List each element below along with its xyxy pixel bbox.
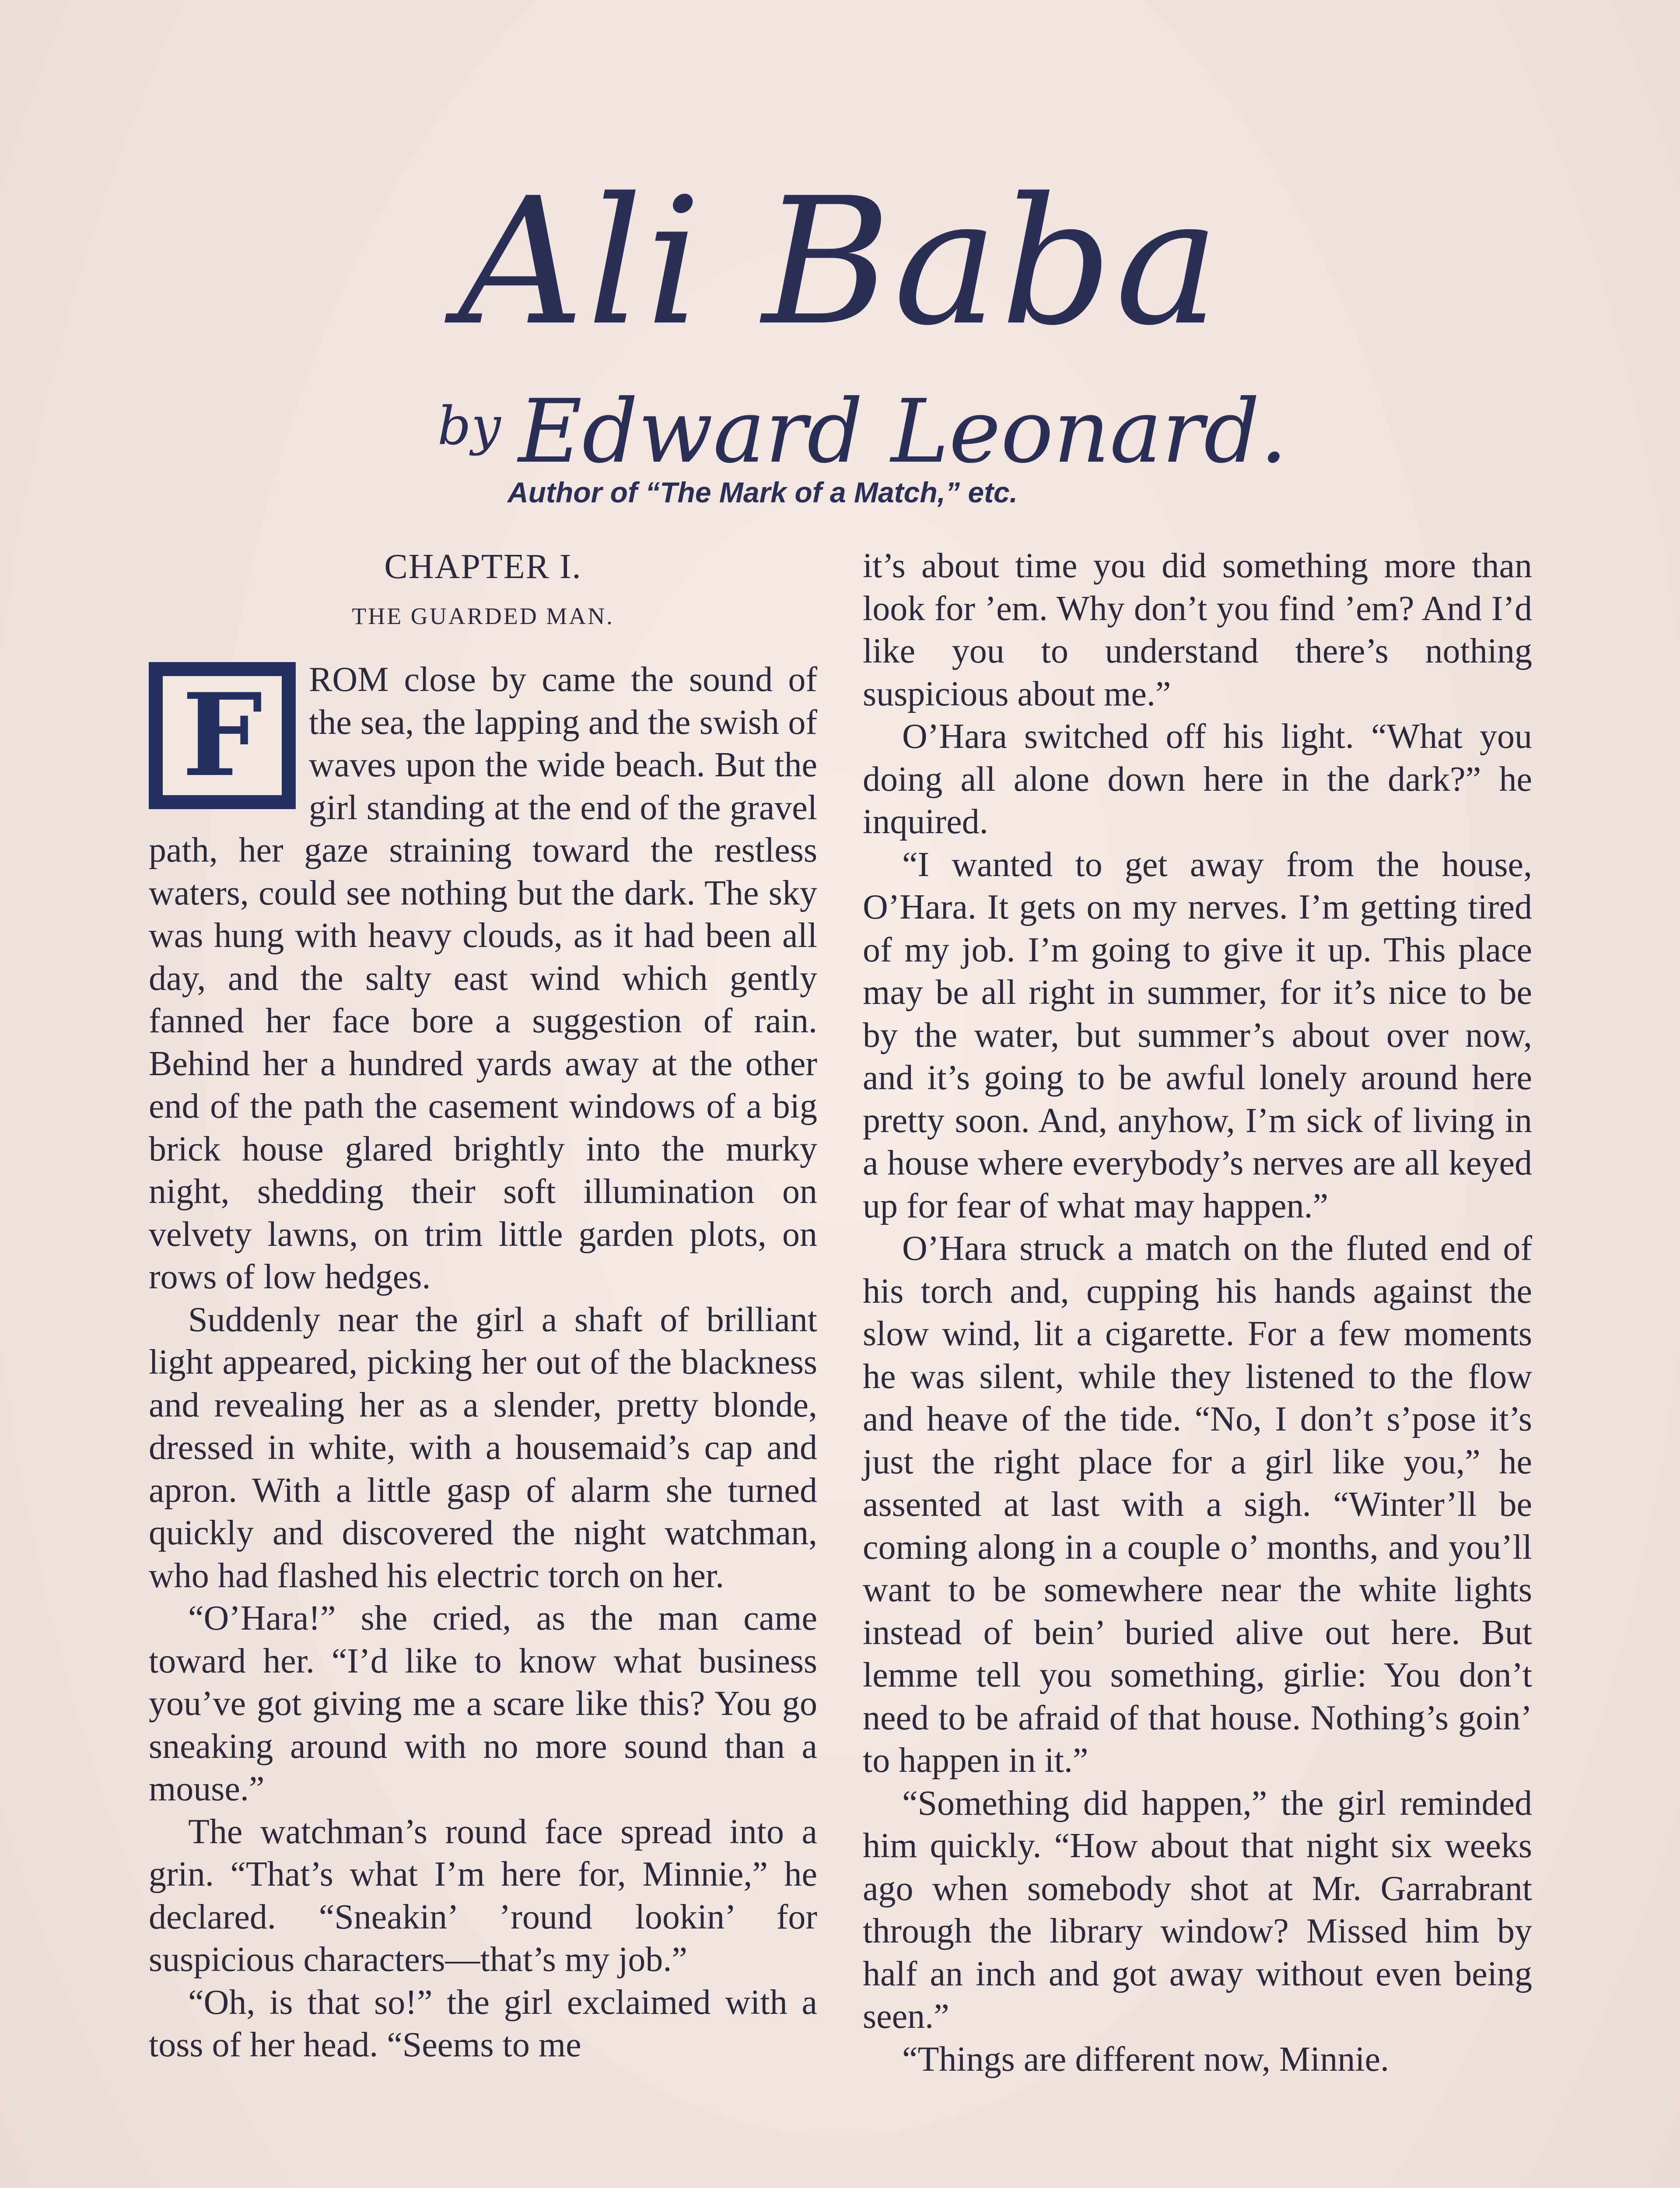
- paragraph: “Things are different now, Minnie.: [902, 2040, 1390, 2079]
- drop-cap-letter: F: [160, 673, 284, 798]
- paragraph: “Something did happen,” the girl reminded him quickly. “How about that night six weeks ago when somebody shot at Mr. Garrabrant through the library window? Missed him by half an inch and got away without even being seen.”: [863, 1784, 1532, 2036]
- left-column: [149, 545, 817, 2067]
- paragraph: O’Hara struck a match on the fluted end of his torch and, cupping his hands against the slow wind, lit a cigarette. For a few moments he was silent, while they listened to the flow and heave of the tide. “No, I don’t s’pose it’s just the right place for a girl like you,” he assented at last with a sigh. “Winter’ll be coming along in a couple o’ months, and you’ll want to be somewhere near the white lights instead of bein’ buried alive out here. But lemme tell you something, girlie: You don’t need to be afraid of that house. Nothing’s goin’ to happen in it.”: [863, 1229, 1532, 1780]
- story-title: Ali Baba: [458, 161, 1222, 364]
- author-name: Edward Leonard.: [518, 381, 1288, 483]
- paragraph: Suddenly near the girl a shaft of brilliant light appeared, picking her out of the blackness and revealing her as a slender, pretty blonde, dressed in white, with a housemaid’s cap and apron. With a little gasp of alarm she turned quickly and discovered the night watchman, who had flashed his electric torch on her.: [149, 1300, 817, 1595]
- paragraph: “Oh, is that so!” the girl exclaimed with a toss of her head. “Seems to me: [149, 1983, 817, 2064]
- right-column: [863, 545, 1532, 2081]
- byline-prefix: by: [438, 396, 501, 457]
- drop-cap: [149, 662, 296, 809]
- paragraph: it’s about time you did something more than look for ’em. Why don’t you find ’em? And I’d like you to understand there’s nothing suspicious about me.”: [863, 547, 1532, 713]
- chapter-title: THE GUARDED MAN.: [352, 603, 614, 629]
- paragraph: ROM close by came the sound of the sea, the lapping and the swish of waves upon the wide beach. But the girl standing at the end of the gravel path, her gaze straining toward the restless waters, could see nothing but the dark. The sky was hung with heavy clouds, as it had been all day, and the salty east wind which gently fanned her face bore a suggestion of rain. Behind her a hundred yards away at the other end of the path the casement windows of a big brick house glared brightly into the murky night, shedding their soft illumination on velvety lawns, on trim little garden plots, on rows of low hedges.: [149, 660, 817, 1296]
- byline: [438, 376, 1288, 483]
- paragraph: O’Hara switched off his light. “What you doing all alone down here in the dark?” he inquired.: [863, 717, 1532, 841]
- chapter-heading: CHAPTER I.: [384, 547, 582, 586]
- paragraph: The watchman’s round face spread into a grin. “That’s what I’m here for, Minnie,” he declared. “Sneakin’ ’round lookin’ for suspicious characters—that’s my job.”: [149, 1812, 817, 1979]
- paragraph: “O’Hara!” she cried, as the man came toward her. “I’d like to know what business you’ve got giving me a scare like this? You go sneaking around with no more sound than a mouse.”: [149, 1599, 817, 1808]
- author-credit: Author of “The Mark of a Match,” etc.: [508, 476, 1018, 508]
- paragraph: “I wanted to get away from the house, O’Hara. It gets on my nerves. I’m getting tired of my job. I’m going to give it up. This place may be all right in summer, for it’s nice to be by the water, but summer’s about over now, and it’s going to be awful lonely around here pretty soon. And, anyhow, I’m sick of living in a house where everybody’s nerves are all keyed up for fear of what may happen.”: [863, 845, 1532, 1225]
